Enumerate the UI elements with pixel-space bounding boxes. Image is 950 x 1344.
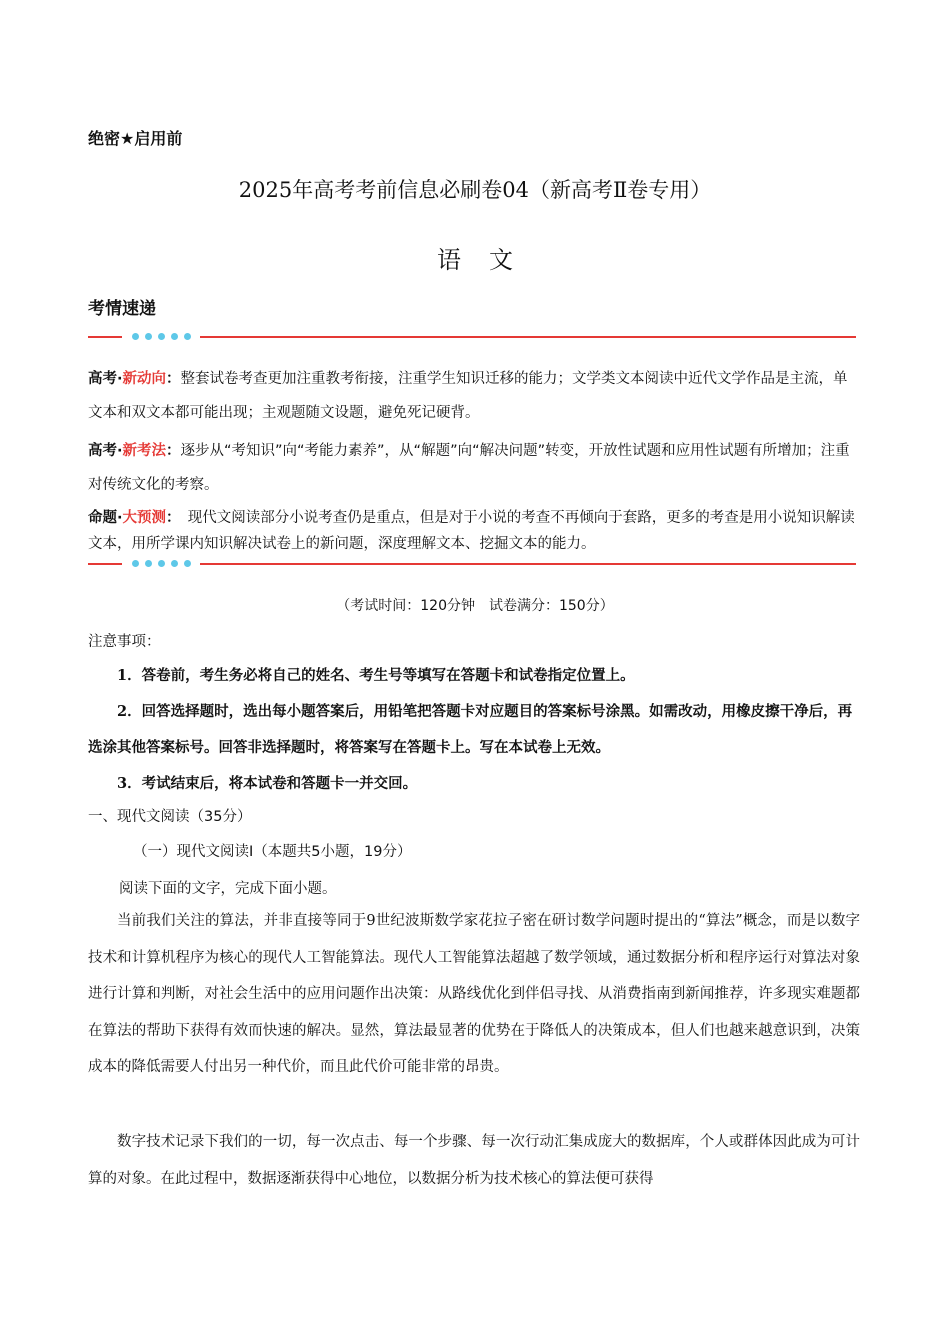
divider-bottom [88, 558, 856, 570]
secret-mark: 绝密★启用前 [88, 129, 183, 148]
passage-paragraph: 当前我们关注的算法，并非直接等同于9世纪波斯数学家花拉子密在研讨数学问题时提出的“算法”概念，而是以数字技术和计算机程序为核心的现代人工智能算法。现代人工智能算法超越了数学领域，通过数据分析和程序运行对算法对象进行计算和判断，对社会生活中的应用问题作出决策：从路线优化到伴侣寻找、从消费指南到新闻推荐，许多现实难题都在算法的帮助下获得有效而快速的解决。显然，算法最显著的优势在于降低人的决策成本，但人们也越来越意识到，决策成本的降低需要人付出另一种代价，而且此代价可能非常的昂贵。 [88, 913, 860, 1075]
exam-info: （考试时间：120分钟 试卷满分：150分） [336, 598, 614, 614]
note-item: 1．答卷前，考生务必将自己的姓名、考生号等填写在答题卡和试卷指定位置上。 [117, 667, 635, 684]
overview-item: 高考·新动向：整套试卷考查更加注重教考衔接，注重学生知识迁移的能力；文学类文本阅读中近代文学作品是主流，单文本和双文本都可能出现；主观题随文设题，避免死记硬背。 [88, 371, 848, 421]
subject-title: 语文 [437, 246, 541, 274]
note-item: 3．考试结束后，将本试卷和答题卡一并交回。 [117, 775, 418, 792]
passage-paragraph: 数字技术记录下我们的一切，每一次点击、每一个步骤、每一次行动汇集成庞大的数据库，个人或群体因此成为可计算的对象。在此过程中，数据逐渐获得中心地位，以数据分析为技术核心的算法便可获得 [88, 1134, 860, 1187]
page-title: 2025年高考考前信息必刷卷04（新高考Ⅱ卷专用） [238, 178, 712, 202]
section-heading: 一、现代文阅读（35分） [88, 809, 252, 825]
notes-heading: 注意事项： [88, 634, 161, 650]
overview-item: 高考·新考法：逐步从“考知识”向“考能力素养”，从“解题”向“解决问题”转变，开放性试题和应用性试题有所增加；注重对传统文化的考察。 [88, 443, 850, 493]
overview-heading: 考情速递 [88, 299, 156, 319]
reading-instruction: 阅读下面的文字，完成下面小题。 [119, 881, 337, 897]
note-item: 2．回答选择题时，选出每小题答案后，用铅笔把答题卡对应题目的答案标号涂黑。如需改动，用橡皮擦干净后，再选涂其他答案标号。回答非选择题时，将答案写在答题卡上。写在本试卷上无效。 [88, 703, 853, 756]
sub-section-heading: （一）现代文阅读Ⅰ（本题共5小题，19分） [133, 844, 412, 860]
overview-item: 命题·大预测： 现代文阅读部分小说考查仍是重点，但是对于小说的考查不再倾向于套路，更多的考查是用小说知识解读文本，用所学课内知识解决试卷上的新问题，深度理解文本、挖掘文本的能力。 [88, 510, 855, 552]
divider-top [88, 331, 856, 343]
